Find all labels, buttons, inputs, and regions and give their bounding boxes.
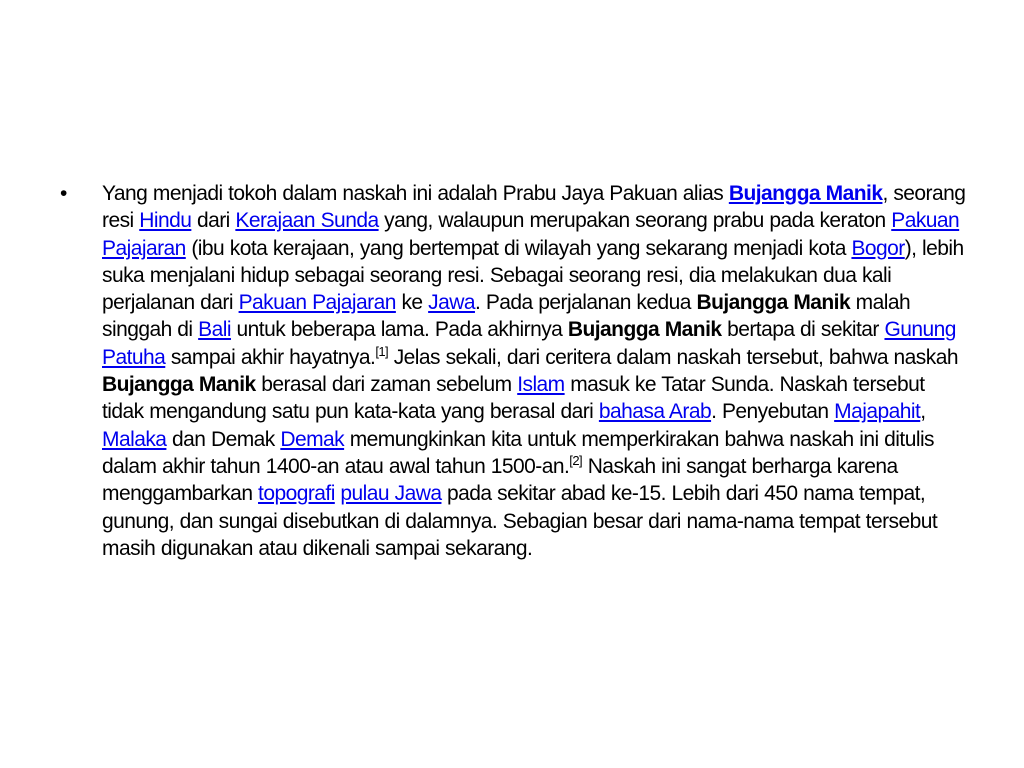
link-demak[interactable]: Demak — [280, 427, 345, 451]
text-run: pada sekitar abad ke-15. Lebih dari 450 nama tempat, gunung, dan sungai disebutkan di dalamnya. Sebagian besar dari nama-nama tempat tersebut masih digunakan atau dikenali sampai sekarang. — [102, 482, 938, 560]
text-run: , — [920, 400, 926, 424]
link-bogor[interactable]: Bogor — [851, 236, 905, 260]
link-bujangga-manik[interactable]: Bujangga Manik — [728, 182, 883, 205]
link-pulau-jawa[interactable]: pulau Jawa — [340, 482, 442, 506]
link-bali[interactable]: Bali — [198, 318, 231, 342]
bold-text: Bujangga Manik — [696, 291, 851, 315]
link-pakuan-pajajaran[interactable]: Pakuan Pajajaran — [238, 291, 396, 315]
text-run: yang, walaupun merupakan seorang prabu pada keraton — [378, 209, 892, 233]
text-run: masuk ke Tatar Sunda. Naskah tersebut tidak mengandung satu pun kata-kata yang berasal dari — [102, 373, 925, 424]
footnote-ref: [1] — [375, 343, 389, 359]
link-pakuan-pajajaran[interactable]: Pakuan Pajajaran — [102, 209, 960, 260]
paragraph-text — [102, 180, 966, 562]
link-kerajaan-sunda[interactable]: Kerajaan Sunda — [235, 209, 379, 233]
text-run: berasal dari zaman sebelum — [255, 373, 518, 397]
bold-text: Bujangga Manik — [102, 373, 256, 397]
text-run: . Penyebutan — [711, 400, 835, 424]
text-run: Yang menjadi tokoh dalam naskah ini adalah Prabu Jaya Pakuan alias — [102, 182, 729, 205]
link-islam[interactable]: Islam — [517, 373, 565, 397]
text-run: untuk beberapa lama. Pada akhirnya — [230, 318, 568, 342]
link-malaka[interactable]: Malaka — [102, 427, 167, 451]
text-run: (ibu kota kerajaan, yang bertempat di wilayah yang sekarang menjadi kota — [185, 236, 852, 260]
text-run: dan Demak — [166, 427, 281, 451]
text-run: dari — [191, 209, 236, 233]
text-run: bertapa di sekitar — [721, 318, 885, 342]
text-run: memungkinkan kita untuk memperkirakan bahwa naskah ini ditulis dalam akhir tahun 1400-an atau awal tahun 1500-an. — [102, 427, 935, 478]
link-jawa[interactable]: Jawa — [428, 291, 475, 315]
text-run: . Pada perjalanan kedua — [474, 291, 697, 315]
link-topografi[interactable]: topografi — [258, 482, 335, 506]
text-run: ke — [395, 291, 429, 315]
text-run: malah singgah di — [102, 291, 911, 342]
link-gunung-patuha[interactable]: Gunung Patuha — [102, 318, 956, 369]
link-majapahit[interactable]: Majapahit — [834, 400, 921, 424]
text-run: sampai akhir hayatnya. — [165, 345, 376, 369]
text-run: Naskah ini sangat berharga karena menggambarkan — [102, 454, 898, 506]
slide-content — [56, 180, 966, 562]
text-run: ), lebih suka menjalani hidup sebagai seorang resi. Sebagai seorang resi, dia melakukan dua kali perjalanan dari — [102, 236, 964, 315]
link-hindu[interactable]: Hindu — [139, 209, 192, 233]
text-run: Jelas sekali, dari ceritera dalam naskah tersebut, bahwa naskah — [388, 345, 958, 369]
bullet-icon: • — [60, 182, 68, 205]
text-run: , seorang resi — [102, 182, 966, 233]
footnote-ref: [2] — [569, 452, 583, 468]
bold-text: Bujangga Manik — [567, 318, 722, 342]
bullet-item — [56, 180, 966, 562]
link-bahasa-arab[interactable]: bahasa Arab — [598, 400, 712, 424]
